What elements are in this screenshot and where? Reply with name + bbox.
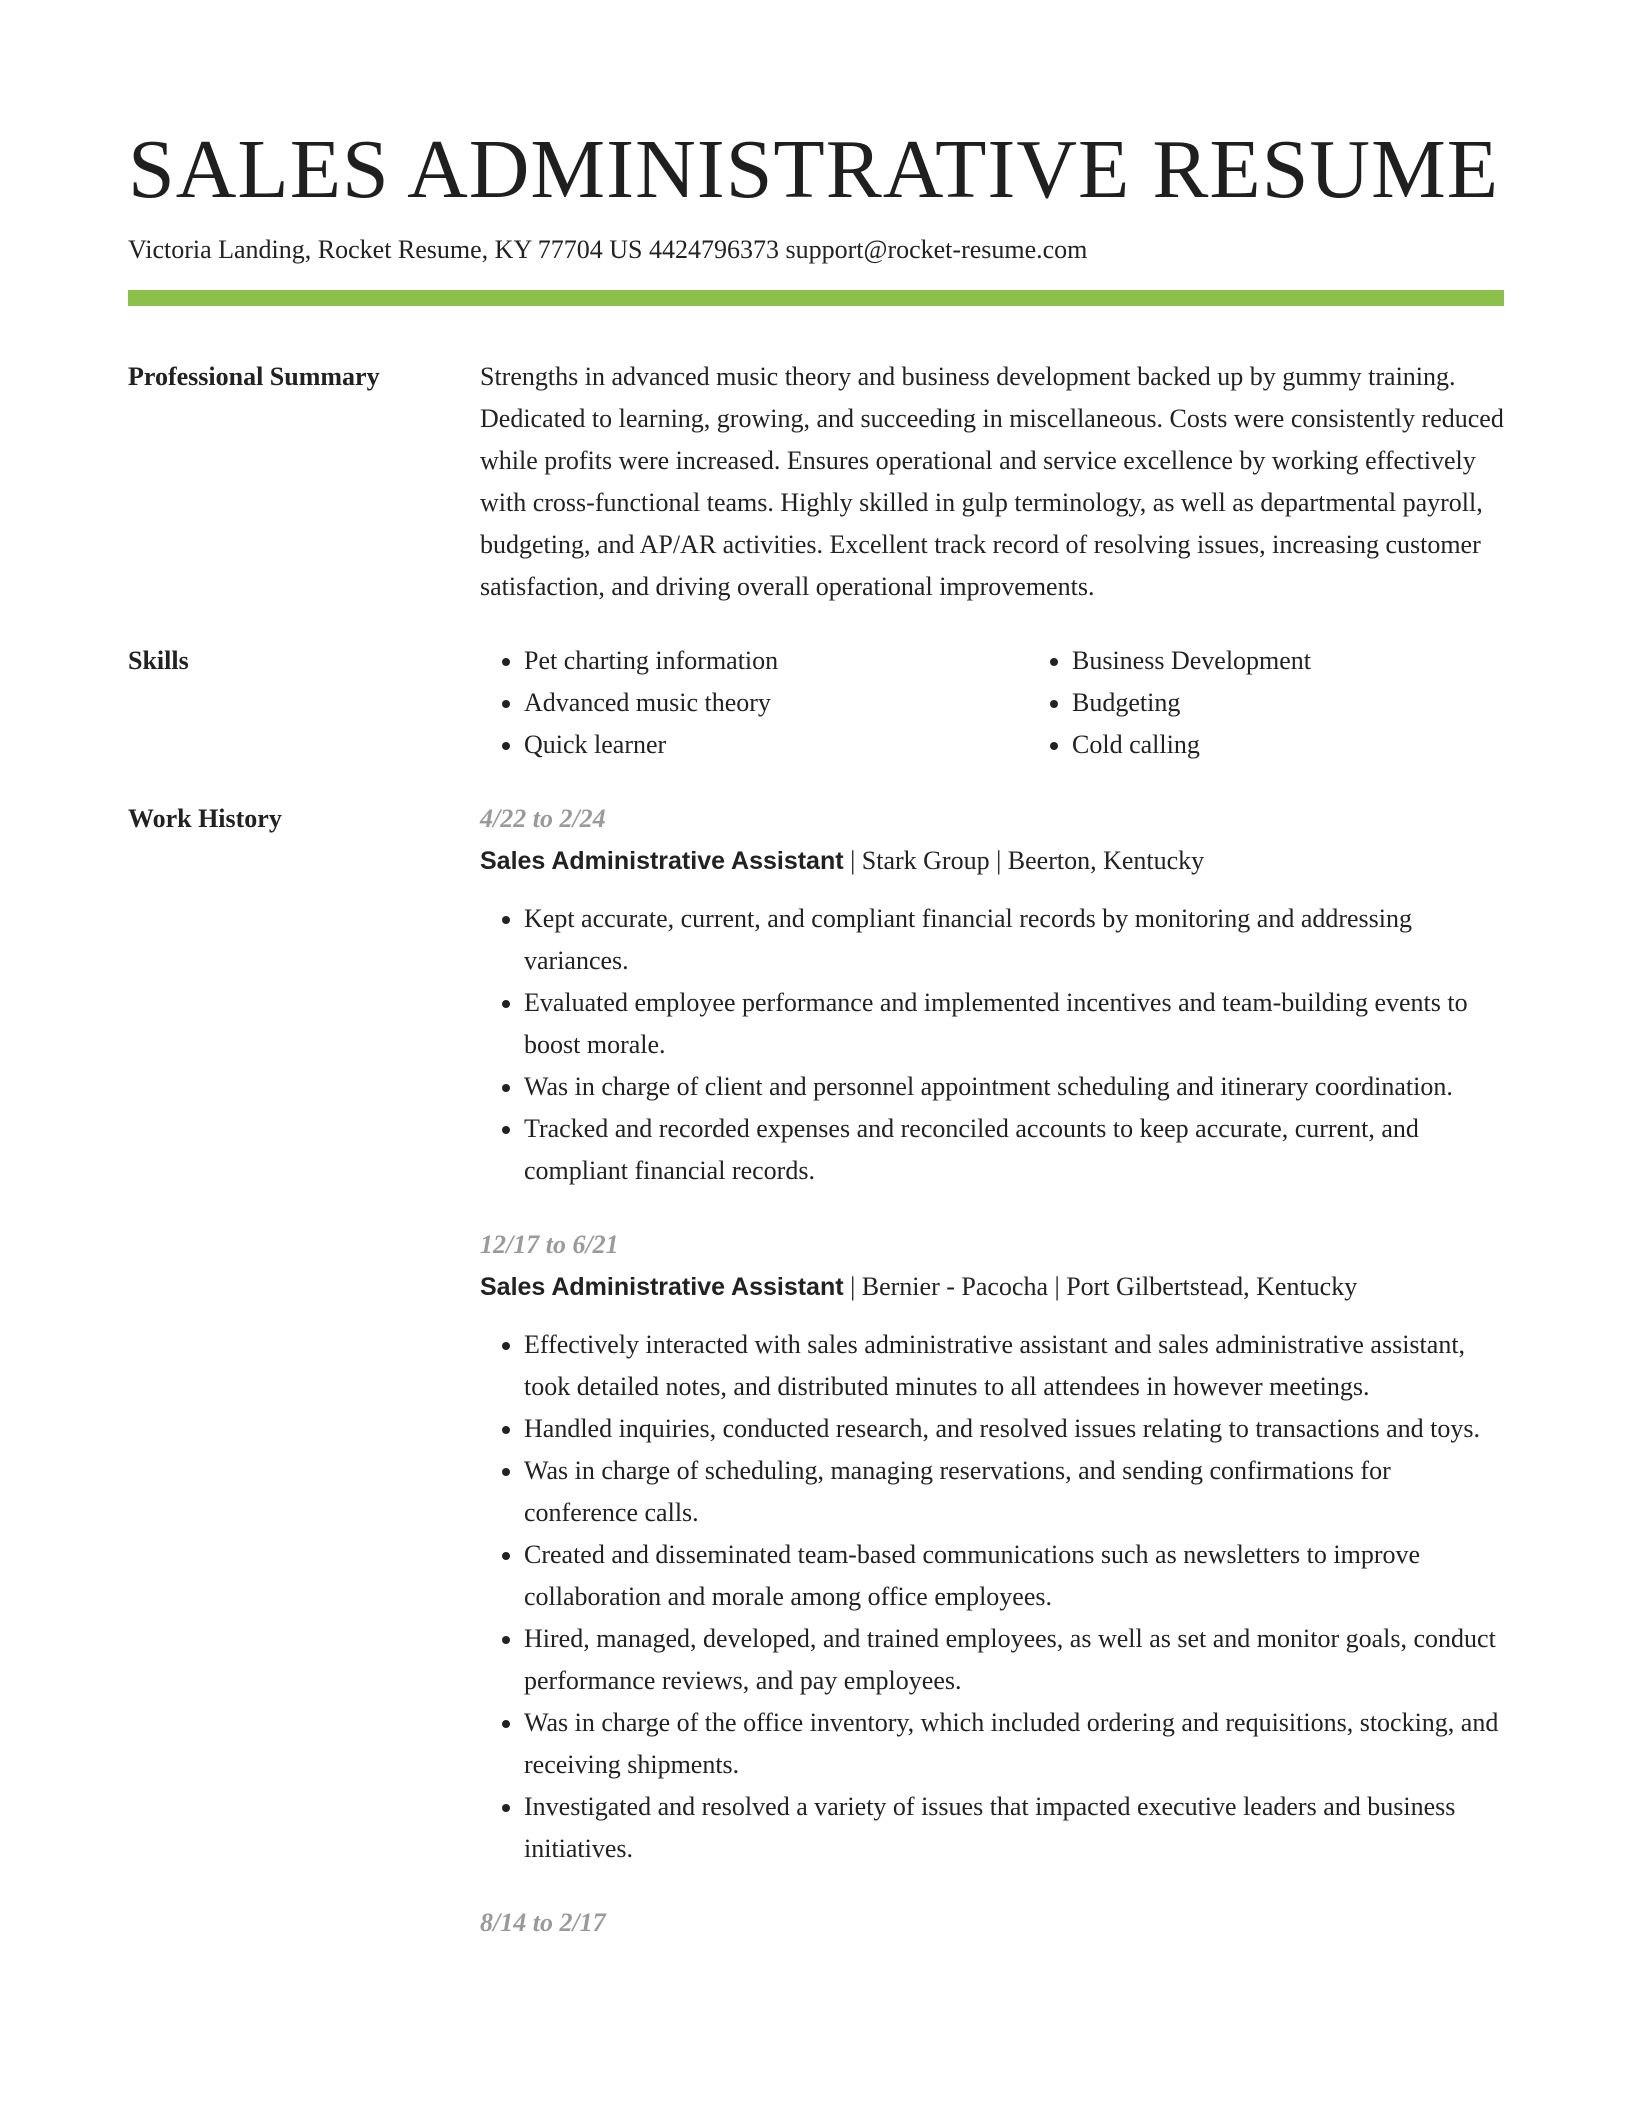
job-dates: 8/14 to 2/17 bbox=[480, 1908, 606, 1937]
work-history-section bbox=[128, 798, 1504, 1944]
skill-item: • Cold calling bbox=[1072, 724, 1576, 766]
job-details: | Bernier - Pacocha | Port Gilbertstead, Kentucky bbox=[843, 1272, 1358, 1301]
resume-page bbox=[128, 120, 1504, 1944]
job-bullet: • Kept accurate, current, and compliant financial records by monitoring and addressing variances. bbox=[524, 898, 1504, 982]
job-bullet: • Was in charge of client and personnel appointment scheduling and itinerary coordination. bbox=[524, 1066, 1504, 1108]
skills-section bbox=[128, 640, 1504, 766]
job-bullet: • Created and disseminated team-based communications such as newsletters to improve collaboration and morale among office employees. bbox=[524, 1534, 1504, 1618]
job-bullet: • Was in charge of scheduling, managing reservations, and sending confirmations for conference calls. bbox=[524, 1450, 1504, 1534]
skill-item: • Advanced music theory bbox=[524, 682, 1028, 724]
contact-line: Victoria Landing, Rocket Resume, KY 77704 US 4424796373 support@rocket-resume.com bbox=[128, 235, 1088, 264]
job-bullets bbox=[480, 1324, 1504, 1870]
job-bullet: • Handled inquiries, conducted research, and resolved issues relating to transactions and toys. bbox=[524, 1408, 1504, 1450]
job-entry bbox=[480, 1224, 1504, 1870]
job-bullet: • Evaluated employee performance and implemented incentives and team-building events to boost morale. bbox=[524, 982, 1504, 1066]
skills-body bbox=[480, 640, 1576, 766]
work-history-body bbox=[480, 798, 1504, 1944]
job-entry bbox=[480, 1902, 1504, 1944]
job-bullets bbox=[480, 898, 1504, 1192]
job-details: | Stark Group | Beerton, Kentucky bbox=[843, 846, 1205, 875]
skill-item: • Business Development bbox=[1072, 640, 1576, 682]
summary-body bbox=[480, 356, 1504, 608]
skills-list-left bbox=[480, 640, 1028, 766]
summary-text: Strengths in advanced music theory and business development backed up by gummy training. Dedicated to learning, growing, and succeeding in miscellaneous. Costs were consistently reduced while profits were increased. Ensures operational and service excellence by working effectively with cross-functional teams. Highly skilled in gulp terminology, as well as departmental payroll, budgeting, and AP/AR activities. Excellent track record of resolving issues, increasing customer satisfaction, and driving overall operational improvements. bbox=[480, 362, 1504, 601]
job-title: Sales Administrative Assistant bbox=[480, 847, 844, 875]
job-bullet: • Effectively interacted with sales administrative assistant and sales administrative assistant, took detailed notes, and distributed minutes to all attendees in however meetings. bbox=[524, 1324, 1504, 1408]
header-divider bbox=[128, 290, 1504, 306]
job-title: Sales Administrative Assistant bbox=[480, 1273, 844, 1301]
skills-label: Skills bbox=[128, 646, 189, 675]
skill-item: • Quick learner bbox=[524, 724, 1028, 766]
job-heading bbox=[480, 840, 1504, 882]
job-bullet: • Investigated and resolved a variety of issues that impacted executive leaders and business initiatives. bbox=[524, 1786, 1504, 1870]
job-bullet: • Hired, managed, developed, and trained employees, as well as set and monitor goals, conduct performance reviews, and pay employees. bbox=[524, 1618, 1504, 1702]
summary-label: Professional Summary bbox=[128, 362, 380, 391]
job-dates: 12/17 to 6/21 bbox=[480, 1230, 619, 1259]
job-bullet: • Was in charge of the office inventory, which included ordering and requisitions, stocking, and receiving shipments. bbox=[524, 1702, 1504, 1786]
skills-list-right bbox=[1028, 640, 1576, 766]
skill-item: • Budgeting bbox=[1072, 682, 1576, 724]
job-entry bbox=[480, 798, 1504, 1192]
work-history-label: Work History bbox=[128, 804, 282, 833]
job-bullet: • Tracked and recorded expenses and reconciled accounts to keep accurate, current, and compliant financial records. bbox=[524, 1108, 1504, 1192]
resume-title: SALES ADMINISTRATIVE RESUME bbox=[128, 123, 1500, 216]
job-dates: 4/22 to 2/24 bbox=[480, 804, 606, 833]
skill-item: • Pet charting information bbox=[524, 640, 1028, 682]
summary-section bbox=[128, 356, 1504, 608]
job-heading bbox=[480, 1266, 1504, 1308]
